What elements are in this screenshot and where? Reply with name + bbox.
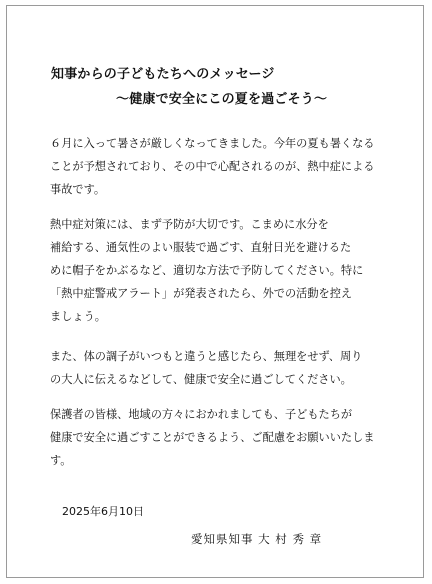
paragraph-line: ことが予想されており、その中で心配されるのが、熱中症による xyxy=(50,160,375,173)
paragraph-line: 熱中症対策には、まず予防が大切です。こまめに水分を xyxy=(50,218,329,231)
paragraph-line: 事故です。 xyxy=(50,183,106,196)
message-title: 知事からの子どもたちへのメッセージ xyxy=(51,67,275,82)
paragraph-line: ましょう。 xyxy=(50,310,106,323)
paragraph-4 xyxy=(50,403,374,472)
paragraph-line: す。 xyxy=(50,454,72,467)
paragraph-line: 保護者の皆様、地域の方々におかれましても、子どもたちが xyxy=(50,408,353,421)
paragraph-line: の大人に伝えるなどして、健康で安全に過ごしてください。 xyxy=(50,373,352,386)
paragraph-line: 健康で安全に過ごすことができるよう、ご配慮をお願いいたしま xyxy=(50,431,375,444)
message-date: 2025年6月10日 xyxy=(62,505,144,518)
message-subtitle: ～健康で安全にこの夏を過ごそう～ xyxy=(116,92,328,107)
signature: 愛知県知事 大 村 秀 章 xyxy=(191,532,323,546)
paragraph-line: また、体の調子がいつもと違うと感じたら、無理をせず、周り xyxy=(50,350,363,363)
paragraph-3 xyxy=(50,345,362,391)
paragraph-2 xyxy=(50,213,363,328)
paragraph-1 xyxy=(50,132,374,201)
paragraph-line: めに帽子をかぶるなど、適切な方法で予防してください。特に xyxy=(50,264,364,277)
paragraph-line: 補給する、通気性のよい服装で過ごす、直射日光を避けるた xyxy=(50,241,352,254)
paragraph-line: ６月に入って暑さが厳しくなってきました。今年の夏も暑くなる xyxy=(50,137,375,150)
paragraph-line: 「熱中症警戒アラート」が発表されたら、外での活動を控え xyxy=(50,287,353,300)
